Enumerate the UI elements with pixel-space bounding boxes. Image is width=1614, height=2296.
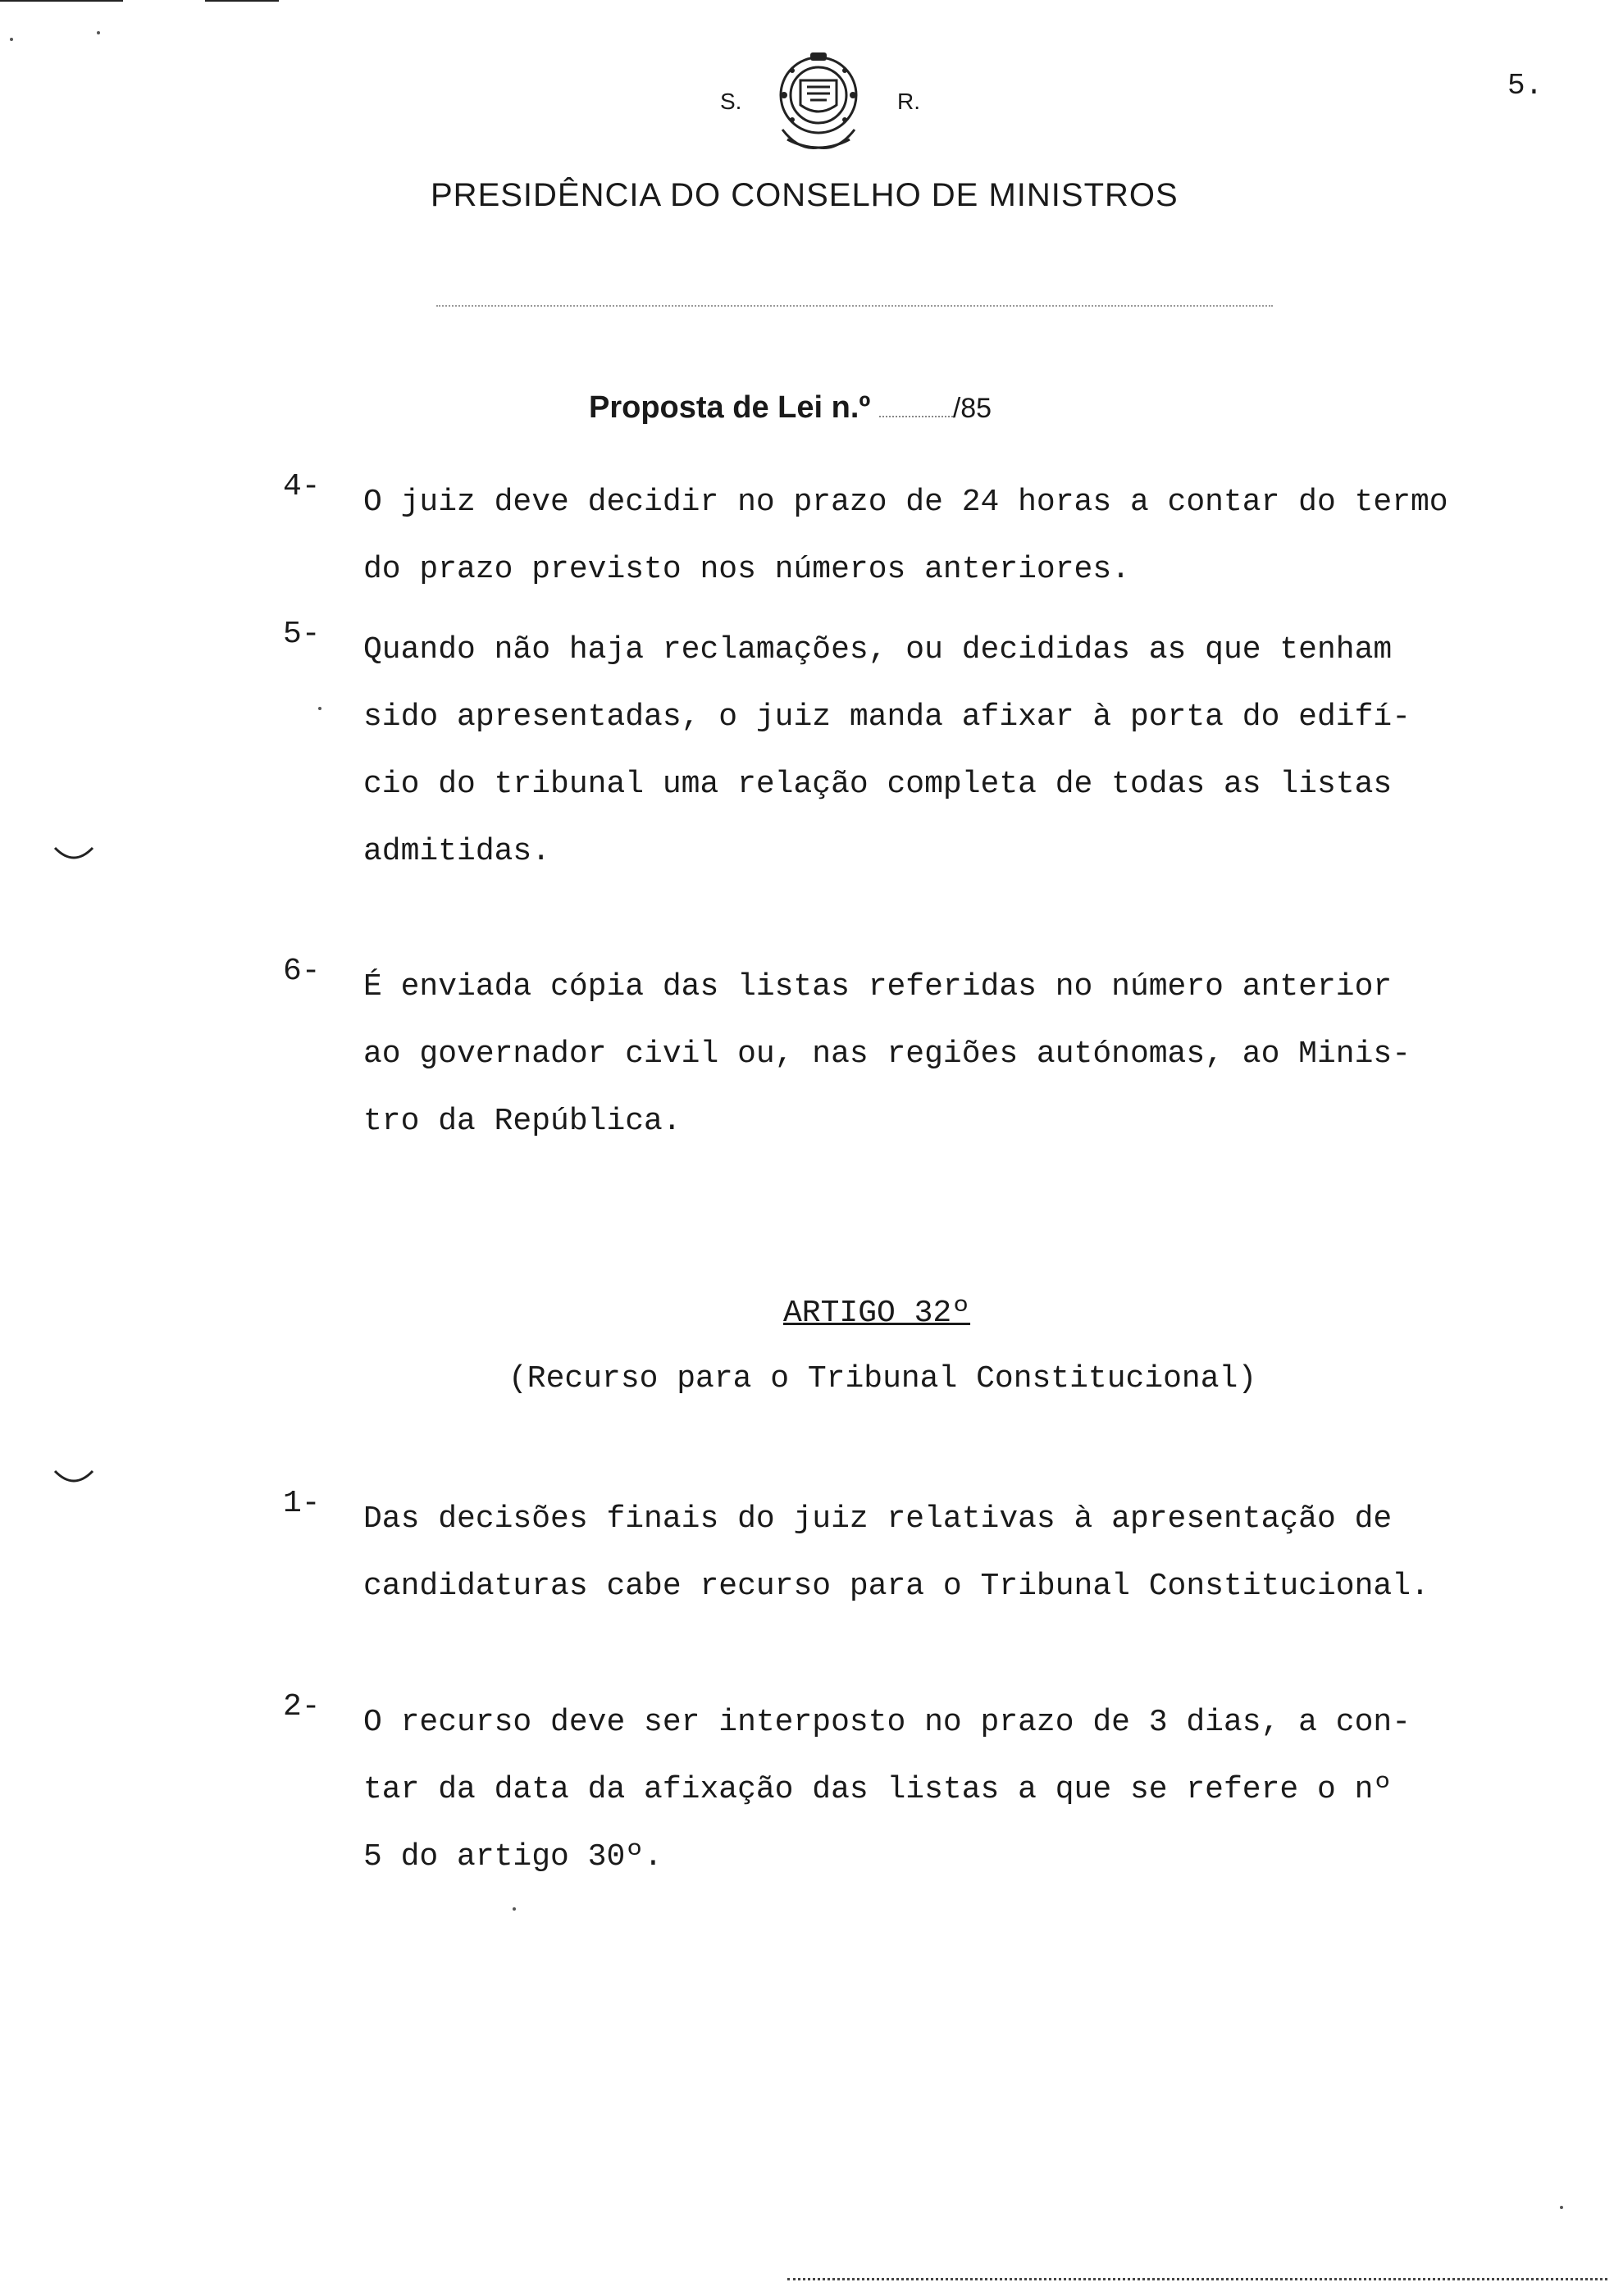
scan-speck bbox=[513, 1907, 516, 1911]
paragraph-number: 6- bbox=[283, 954, 321, 989]
paragraph-text: O recurso deve ser interposto no prazo de 3 dias, a con- tar da data da afixação das listas a que se refere o nº 5 do artigo 30º. bbox=[363, 1705, 1411, 1875]
scan-edge-dots bbox=[787, 2278, 1607, 2283]
dotted-rule bbox=[436, 305, 1273, 308]
header-letter-s: S. bbox=[720, 89, 742, 114]
coat-of-arms-icon bbox=[768, 48, 869, 159]
paragraph-text: Quando não haja reclamações, ou decididas as que tenham sido apresentadas, o juiz manda afixar à porta do edifí- cio do tribunal uma relação completa de todas as listas admitidas. bbox=[363, 632, 1411, 869]
paragraph-number: 4- bbox=[283, 469, 321, 504]
paragraph-text: Das decisões finais do juiz relativas à apresentação de candidaturas cabe recurso para o Tribunal Constitucional. bbox=[363, 1501, 1429, 1604]
header-letter-r: R. bbox=[897, 89, 920, 114]
proposal-number: /85 bbox=[952, 393, 992, 424]
proposal-label: Proposta de Lei n.º bbox=[589, 390, 871, 425]
ministry-title: PRESIDÊNCIA DO CONSELHO DE MINISTROS bbox=[431, 177, 1179, 213]
scan-edge-line bbox=[0, 0, 123, 2]
margin-mark-icon bbox=[53, 1468, 94, 1486]
paragraph-text: É enviada cópia das listas referidas no número anterior ao governador civil ou, nas regiões autónomas, ao Minis- tro da República. bbox=[363, 969, 1411, 1139]
scan-speck bbox=[318, 707, 321, 710]
scan-speck bbox=[1560, 2206, 1563, 2209]
scan-speck bbox=[10, 38, 13, 41]
scan-edge-line bbox=[205, 0, 279, 2]
article-subtitle: (Recurso para o Tribunal Constitucional) bbox=[508, 1361, 1257, 1396]
paragraph-number: 5- bbox=[283, 617, 321, 652]
paragraph-number: 1- bbox=[283, 1486, 321, 1521]
scan-speck bbox=[97, 31, 100, 34]
margin-mark-icon bbox=[53, 845, 94, 863]
proposal-blank bbox=[879, 416, 953, 417]
proposal-heading bbox=[589, 390, 992, 426]
paragraph-text: O juiz deve decidir no prazo de 24 horas a contar do termo do prazo previsto nos números anteriores. bbox=[363, 485, 1448, 587]
article-title: ARTIGO 32º bbox=[783, 1296, 971, 1331]
page-number: 5. bbox=[1507, 69, 1543, 102]
paragraph-number: 2- bbox=[283, 1689, 321, 1724]
